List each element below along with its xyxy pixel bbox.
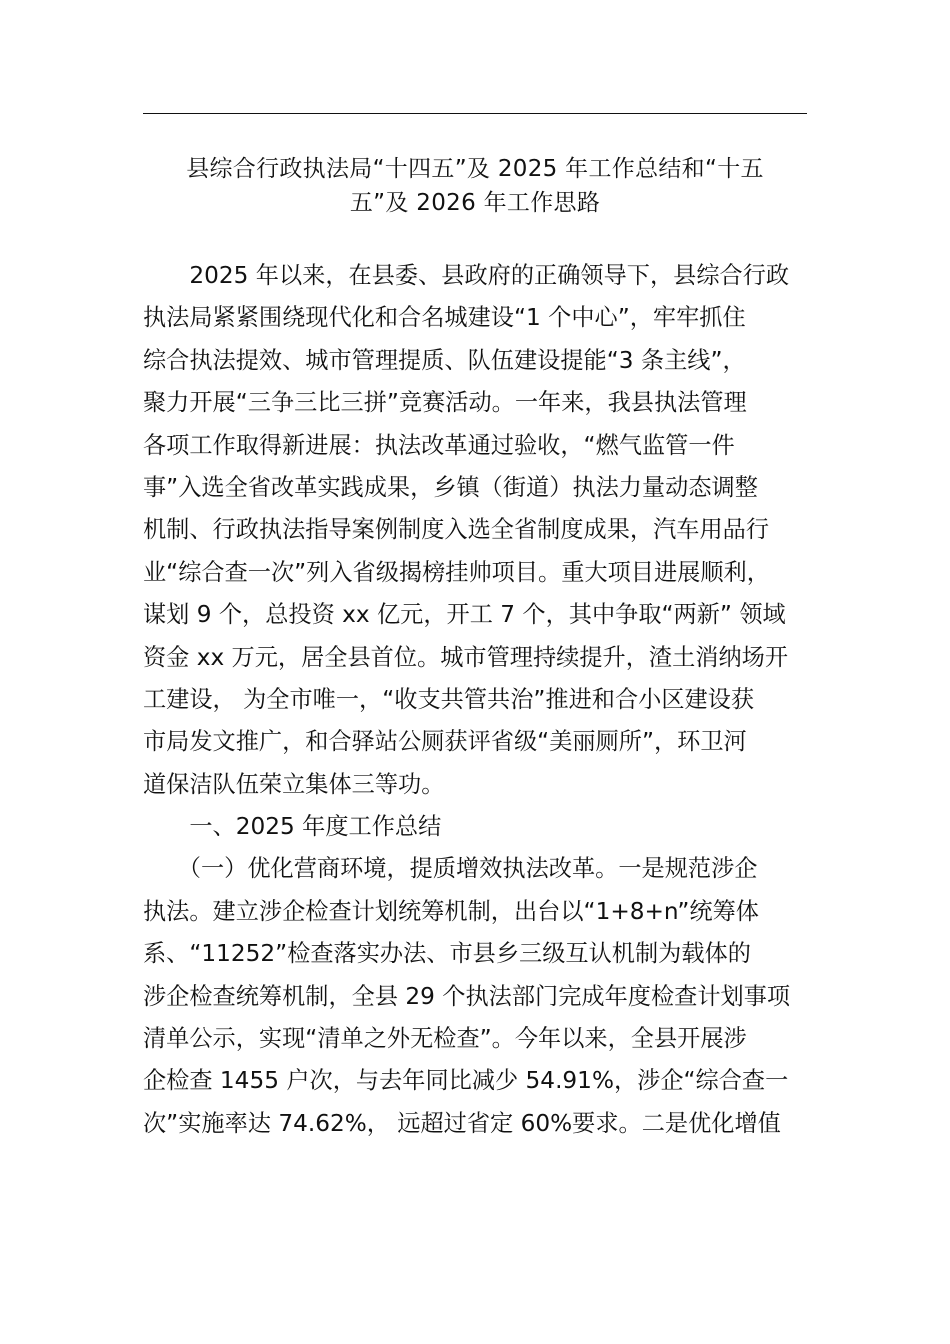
section-paragraph-line: 企检查 1455 户次，与去年同比减少 54.91%，涉企“综合查一: [143, 1067, 789, 1095]
title-line: 县综合行政执法局“十四五”及 2025 年工作总结和“十五: [186, 156, 764, 182]
intro-paragraph-line: 道保洁队伍荣立集体三等功。: [143, 770, 445, 798]
intro-paragraph-line: 工建设， 为全市唯一，“收支共管共治”推进和合小区建设获: [143, 685, 755, 713]
intro-paragraph-line: 业“综合查一次”列入省级揭榜挂帅项目。重大项目进展顺利，: [143, 558, 770, 586]
intro-paragraph-line: 事”入选全省改革实践成果，乡镇（街道）执法力量动态调整: [143, 473, 758, 501]
section-paragraph-line: 执法。建立涉企检查计划统筹机制，出台以“1+8+n”统筹体: [143, 897, 759, 925]
intro-paragraph-line: 市局发文推广，和合驿站公厕获评省级“美丽厕所”，环卫河: [143, 728, 747, 756]
section-paragraph-line: 次”实施率达 74.62%， 远超过省定 60%要求。二是优化增值: [143, 1109, 781, 1137]
header-rule: [143, 113, 807, 114]
intro-paragraph-line: 执法局紧紧围绕现代化和合名城建设“1 个中心”，牢牢抓住: [143, 304, 746, 332]
section-heading: 一、2025 年度工作总结: [143, 813, 442, 841]
intro-paragraph-line: 综合执法提效、城市管理提质、队伍建设提能“3 条主线”，: [143, 346, 746, 374]
document-body: [143, 255, 807, 1145]
intro-paragraph-line: 2025 年以来，在县委、县政府的正确领导下，县综合行政: [143, 262, 790, 289]
title-line: 五”及 2026 年工作思路: [349, 190, 601, 216]
section-paragraph-line: 系、“11252”检查落实办法、市县乡三级互认机制为载体的: [143, 940, 751, 968]
document-title: [143, 152, 807, 220]
intro-paragraph-line: 机制、行政执法指导案例制度入选全省制度成果，汽车用品行: [143, 516, 770, 544]
section-paragraph-line: 涉企检查统筹机制，全县 29 个执法部门完成年度检查计划事项: [143, 982, 791, 1010]
intro-paragraph-line: 资金 xx 万元，居全县首位。城市管理持续提升，渣土消纳场开: [143, 643, 789, 671]
section-paragraph-line: （一）优化营商环境，提质增效执法改革。一是规范涉企: [143, 855, 758, 883]
intro-paragraph-line: 聚力开展“三争三比三拼”竞赛活动。一年来，我县执法管理: [143, 389, 747, 417]
intro-paragraph-line: 各项工作取得新进展：执法改革通过验收，“燃气监管一件: [143, 431, 735, 459]
section-paragraph-line: 清单公示，实现“清单之外无检查”。今年以来，全县开展涉: [143, 1025, 747, 1053]
intro-paragraph-line: 谋划 9 个，总投资 xx 亿元，开工 7 个，其中争取“两新” 领域: [143, 601, 786, 629]
